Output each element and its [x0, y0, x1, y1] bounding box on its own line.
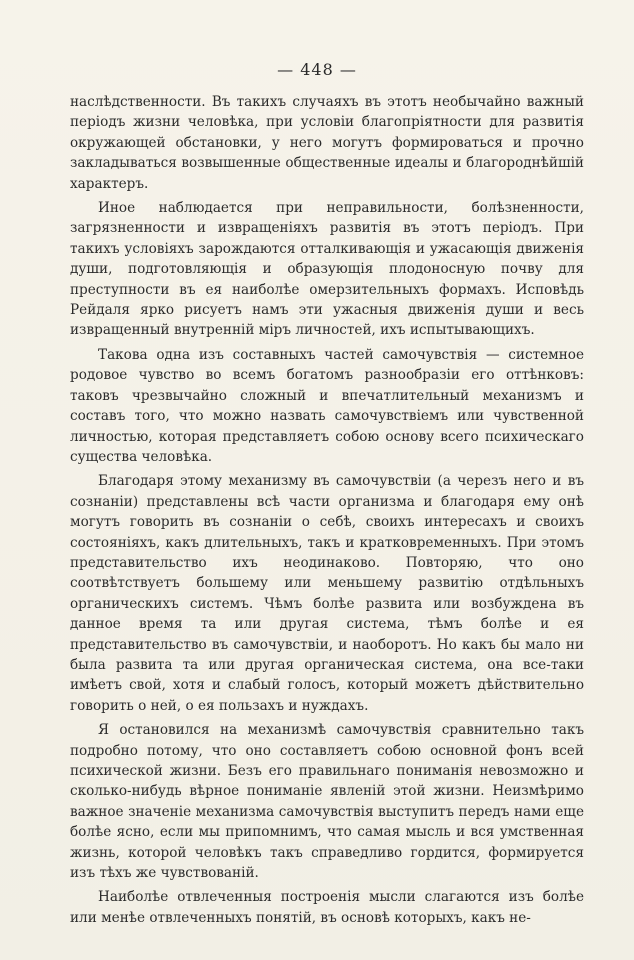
paragraph-1: наслѣдственности. Въ такихъ случаяхъ въ этотъ необычайно важный періодъ жизни человѣка, при условіи благопріятности для развитія окружающей обстановки, у него могутъ формироваться и прочно закладываться возвышенные общественные идеалы и благороднѣйшій характеръ.	[70, 94, 584, 192]
paragraph-5: Я остановился на механизмѣ самочувствія сравнительно такъ подробно потому, что оно составляетъ собою основной фонъ всей психической жизни. Безъ его правильнаго пониманія невозможно и сколько-нибудь вѣрное пониманіе явленій этой жизни. Неизмѣримо важное значеніе механизма самочувствія выступитъ передъ нами еще болѣе ясно, если мы припомнимъ, что самая мысль и вся умственная жизнь, которой человѣкъ такъ справедливо гордится, формируется изъ тѣхъ же чувствованій.	[70, 722, 584, 882]
page-number: — 448 —	[277, 60, 357, 79]
paragraph-6: Наиболѣе отвлеченныя построенія мысли слагаются изъ болѣе или менѣе отвлеченныхъ понятій, въ основѣ которыхъ, какъ не-	[70, 889, 584, 926]
paragraph-3: Такова одна изъ составныхъ частей самочувствія — системное родовое чувство во всемъ богатомъ разнообразіи его оттѣнковъ: таковъ чрезвычайно сложный и впечатлительный механизмъ и составъ того, что можно назвать самочувствіемъ или чувственной личностью, которая представляетъ собою основу всего психическаго существа человѣка.	[70, 346, 584, 465]
paragraph-4: Благодаря этому механизму въ самочувствіи (а черезъ него и въ сознаніи) представлены всѣ части организма и благодаря ему онѣ могутъ говорить въ сознаніи о себѣ, своихъ интересахъ и своихъ состояніяхъ, какъ длительныхъ, такъ и кратковременныхъ. При этомъ представительство ихъ неодинаково. Повторяю, что оно соотвѣтствуетъ большему или меньшему развитію отдѣльныхъ органическихъ системъ. Чѣмъ болѣе развита или возбуждена въ данное время та или другая система, тѣмъ болѣе и ея представительство въ самочувствіи, и наоборотъ. Но какъ бы мало ни была развита та или другая органическая система, она все-таки имѣетъ свой, хотя и слабый голосъ, который можетъ дѣйствительно говорить о ней, о ея пользахъ и нуждахъ.	[70, 473, 584, 714]
body-text	[70, 92, 584, 928]
paragraph-2: Иное наблюдается при неправильности, болѣзненности, загрязненности и извращеніяхъ развитія въ этотъ періодъ. При такихъ условіяхъ зарождаются отталкивающія и ужасающія движенія души, подготовляющія и образующія плодоносную почву для преступности въ ея наиболѣе омерзительныхъ формахъ. Исповѣдь Рейдаля ярко рисуетъ намъ эти ужасныя движенія души и весь извращенный внутренній міръ личностей, ихъ испытывающихъ.	[70, 200, 584, 339]
